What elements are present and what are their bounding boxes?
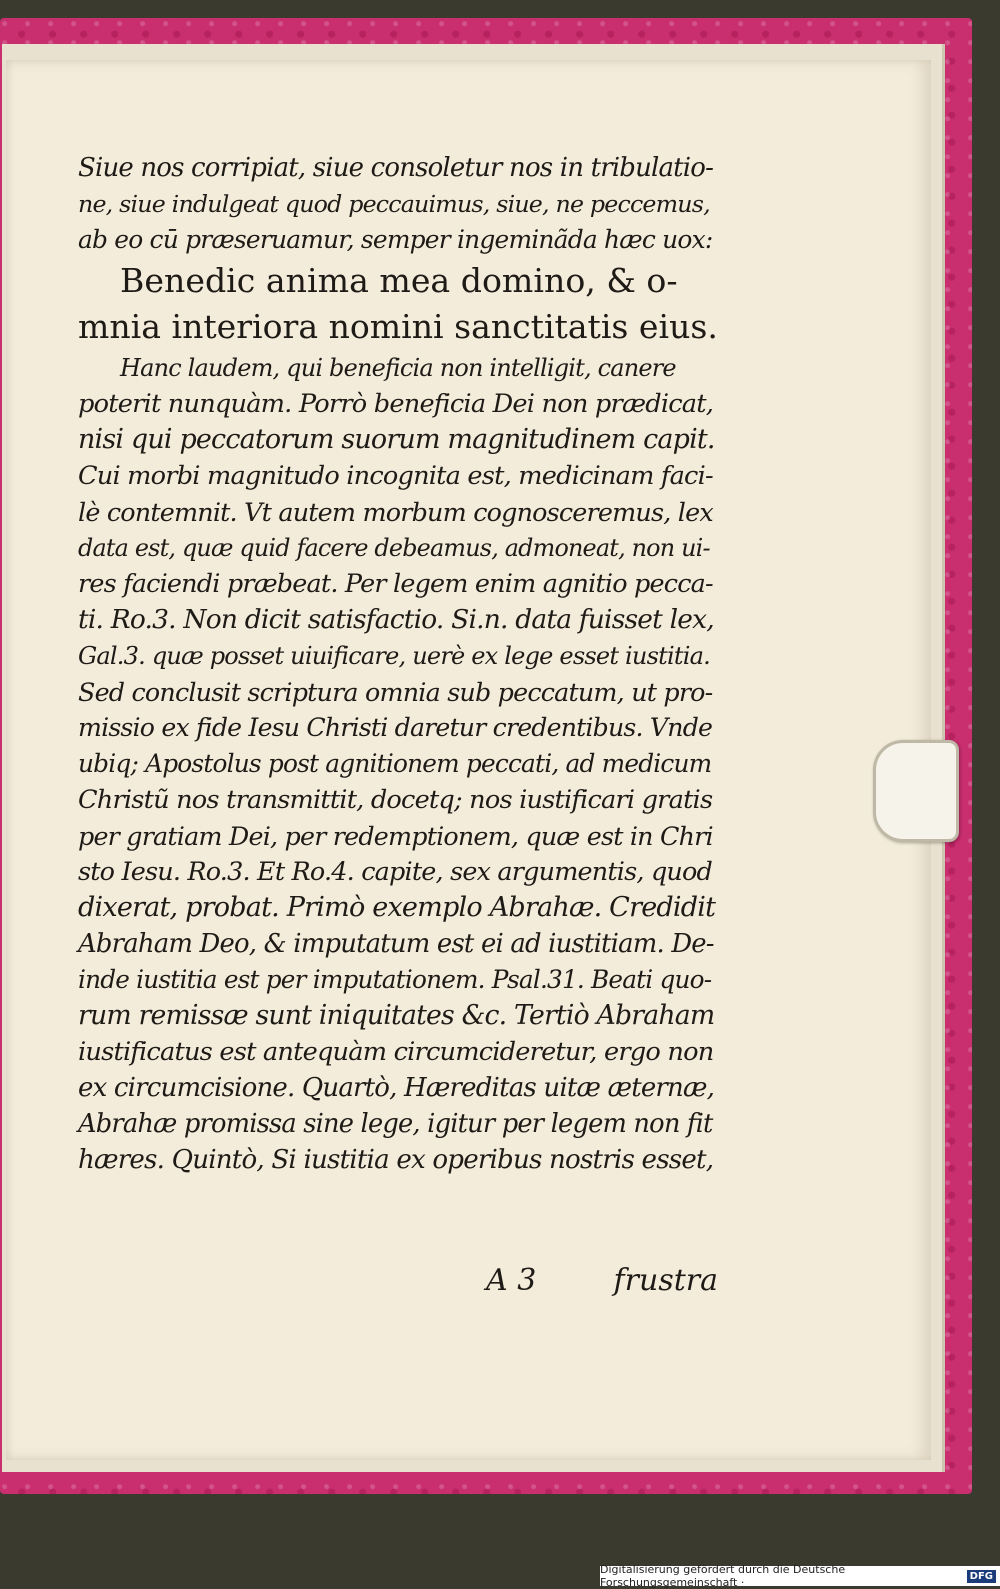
- text-line: Hanc laudem, qui beneficia non intelligit, canere: [120, 354, 676, 382]
- text-line: per gratiam Dei, per redemptionem, quæ est in Chri: [78, 821, 713, 851]
- text-line: hæres. Quintò, Si iustitia ex operibus nostris esset,: [78, 1145, 714, 1175]
- dfg-logo: DFG: [967, 1570, 996, 1583]
- signature-mark: A 3: [486, 1263, 537, 1298]
- text-line: ex circumcisione. Quartò, Hæreditas uitæ æternæ,: [78, 1073, 715, 1103]
- quote-line: mnia interiora nomini sanctitatis eius.: [78, 307, 718, 346]
- text-line: inde iustitia est per imputationem. Psal.31. Beati quo-: [78, 965, 712, 994]
- text-line: Siue nos corripiat, siue consoletur nos in tribulatio-: [78, 153, 714, 183]
- text-line: lè contemnit. Vt autem morbum cognosceremus, lex: [78, 497, 713, 527]
- text-line: dixerat, probat. Primò exemplo Abrahæ. Credidit: [78, 892, 716, 923]
- catchword: frustra: [613, 1263, 718, 1298]
- digitization-credit-bar: [600, 1563, 1000, 1589]
- text-line: ubiq; Apostolus post agnitionem peccati, ad medicum: [78, 749, 712, 778]
- text-line: Abrahæ promissa sine lege, igitur per legem non fit: [78, 1109, 713, 1139]
- page-text-block: [78, 150, 718, 1178]
- credit-text: Digitalisierung gefördert durch die Deutsche Forschungsgemeinschaft ·: [600, 1563, 846, 1589]
- text-line: Abraham Deo, & imputatum est ei ad iustitiam. De-: [78, 929, 714, 959]
- text-line: sto Iesu. Ro.3. Et Ro.4. capite, sex argumentis, quod: [78, 857, 713, 887]
- text-line: nisi qui peccatorum suorum magnitudinem capit.: [78, 424, 715, 455]
- text-line: iustificatus est antequàm circumcideretur, ergo non: [78, 1037, 714, 1067]
- text-line: Christũ nos transmittit, docetq; nos iustificari gratis: [78, 785, 713, 815]
- text-line: Gal.3. quæ posset uiuificare, uerè ex lege esset iustitia.: [78, 642, 710, 670]
- text-line: rum remissæ sunt iniquitates &c. Tertiò Abraham: [78, 1000, 715, 1031]
- text-line: data est, quæ quid facere debeamus, admoneat, non ui-: [78, 534, 710, 562]
- page-clip: [873, 740, 959, 842]
- text-line: Cui morbi magnitudo incognita est, medicinam faci-: [78, 461, 713, 491]
- text-line: Sed conclusit scriptura omnia sub peccatum, ut pro-: [78, 677, 713, 707]
- text-line: ti. Ro.3. Non dicit satisfactio. Si.n. data fuisset lex,: [78, 604, 714, 635]
- text-line: ab eo cū præseruamur, semper ingeminãda hæc uox:: [78, 225, 713, 254]
- text-line: res faciendi præbeat. Per legem enim agnitio pecca-: [78, 569, 713, 599]
- text-line: poterit nunquàm. Porrò beneficia Dei non prædicat,: [78, 389, 714, 419]
- quote-line: Benedic anima mea domino, & o-: [120, 261, 678, 300]
- text-line: ne, siue indulgeat quod peccauimus, siue, ne peccemus,: [78, 190, 710, 218]
- text-line: missio ex fide Iesu Christi daretur credentibus. Vnde: [78, 713, 713, 742]
